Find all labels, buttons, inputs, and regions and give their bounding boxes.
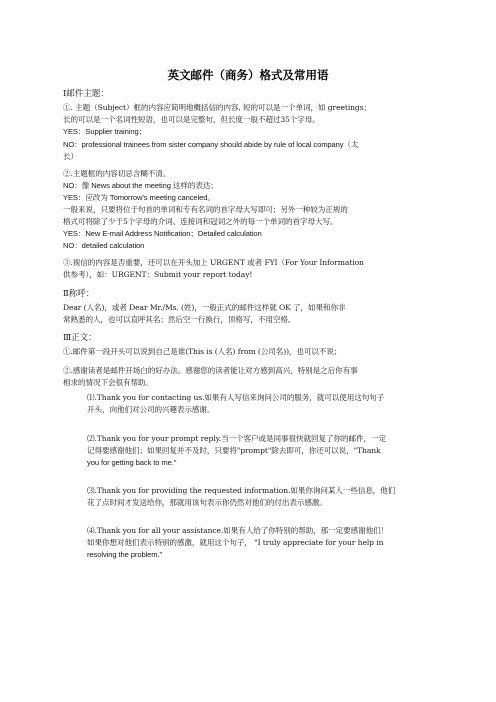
section-heading-subject: Ⅰ邮件主题： <box>63 89 109 99</box>
paragraph-line: 一般来说，只要将位于句首的单词和专有名词的首字母大写即可；另外一种较为正规的 <box>63 205 348 214</box>
paragraph-line: resolving the problem." <box>87 550 163 559</box>
paragraph-line: ②.感谢读者是邮件开场白的好办法。感谢您的读者能让对方感到高兴，特别是之后你有事 <box>63 366 358 375</box>
paragraph-line: ①. 主题（Subject）框的内容应简明地概括信的内容, 短的可以是一个单词，如 greetings； <box>63 103 371 112</box>
paragraph-line: 长） <box>63 152 78 161</box>
paragraph-line: ①.邮件第一段开头可以说到自己是谁(This is (人名) from (公司名))，也可以不说； <box>63 347 342 356</box>
paragraph-line: NO：professional trainees from sister company should abide by rule of local company（太 <box>63 140 359 149</box>
paragraph-line: 如果你想对他们表示特别的感激，就用这个句子， "I truly appreciate for your help in <box>87 538 384 547</box>
paragraph-line: 记得要感谢他们；如果回复并不及时，只要将"prompt"除去即可，你还可以说，"Thank <box>87 446 381 455</box>
paragraph-line: 相求的情况下会很有帮助。 <box>63 378 153 387</box>
paragraph-line: ⑴.Thank you for contacting us.如果有人写信来询问公司的服务，就可以使用这句句子 <box>87 393 385 402</box>
paragraph-line: 花了点时间才发送给你，那就用该句表示你仍然对他们的付出表示感激。 <box>87 498 327 507</box>
paragraph-line: ⑷.Thank you for all your assistance.如果有人给了你特别的帮助，那一定要感谢他们！ <box>87 526 389 535</box>
paragraph-line: ⑶.Thank you for providing the requested information.如果你询问某人一些信息，他们 <box>87 486 396 495</box>
paragraph-line: 供参考），如：URGENT：Submit your report today! <box>63 270 253 279</box>
paragraph-line: Dear (人名)，或者 Dear Mr./Ms. (姓)，一般正式的邮件这样就 OK 了，如果和你非 <box>63 303 346 312</box>
paragraph-line: YES：New E-mail Address Notification；Detailed calculation <box>63 229 262 238</box>
section-heading-body: Ⅲ正文： <box>63 333 97 343</box>
paragraph-line: 格式可将除了少于5个字母的介词、连接词和冠词之外的每一个单词的首字母大写。 <box>63 217 338 226</box>
paragraph-line: ②.主题框的内容切忌含糊不清。 <box>63 169 171 178</box>
paragraph-line: YES：Supplier training； <box>63 127 147 136</box>
paragraph-line: 开头，向他们对公司的兴趣表示感谢。 <box>87 405 215 414</box>
paragraph-line: NO：detailed calculation <box>63 241 145 250</box>
section-heading-salutation: Ⅱ称呼： <box>63 289 95 299</box>
paragraph-line: NO：像 News about the meeting 这样的表达； <box>63 181 218 190</box>
paragraph-line: 常熟悉的人，也可以直呼其名；然后空一行换行，顶格写，不用空格。 <box>63 315 296 324</box>
document-title: 英文邮件（商务）格式及常用语 <box>167 68 329 82</box>
paragraph-line: 长的可以是一个名词性短语，也可以是完整句，但长度一般不超过35个字母。 <box>63 115 320 124</box>
paragraph-line: ③.视信的内容是否重要，还可以在开头加上 URGENT 或者 FYI（For Your Information <box>63 258 364 267</box>
paragraph-line: you for getting back to me." <box>87 458 177 467</box>
paragraph-line: ⑵.Thank you for your prompt reply.当一个客户或是同事很快就回复了你的邮件，一定 <box>87 434 386 443</box>
paragraph-line: YES：应改为 Tomorrow's meeting canceled。 <box>63 193 215 202</box>
